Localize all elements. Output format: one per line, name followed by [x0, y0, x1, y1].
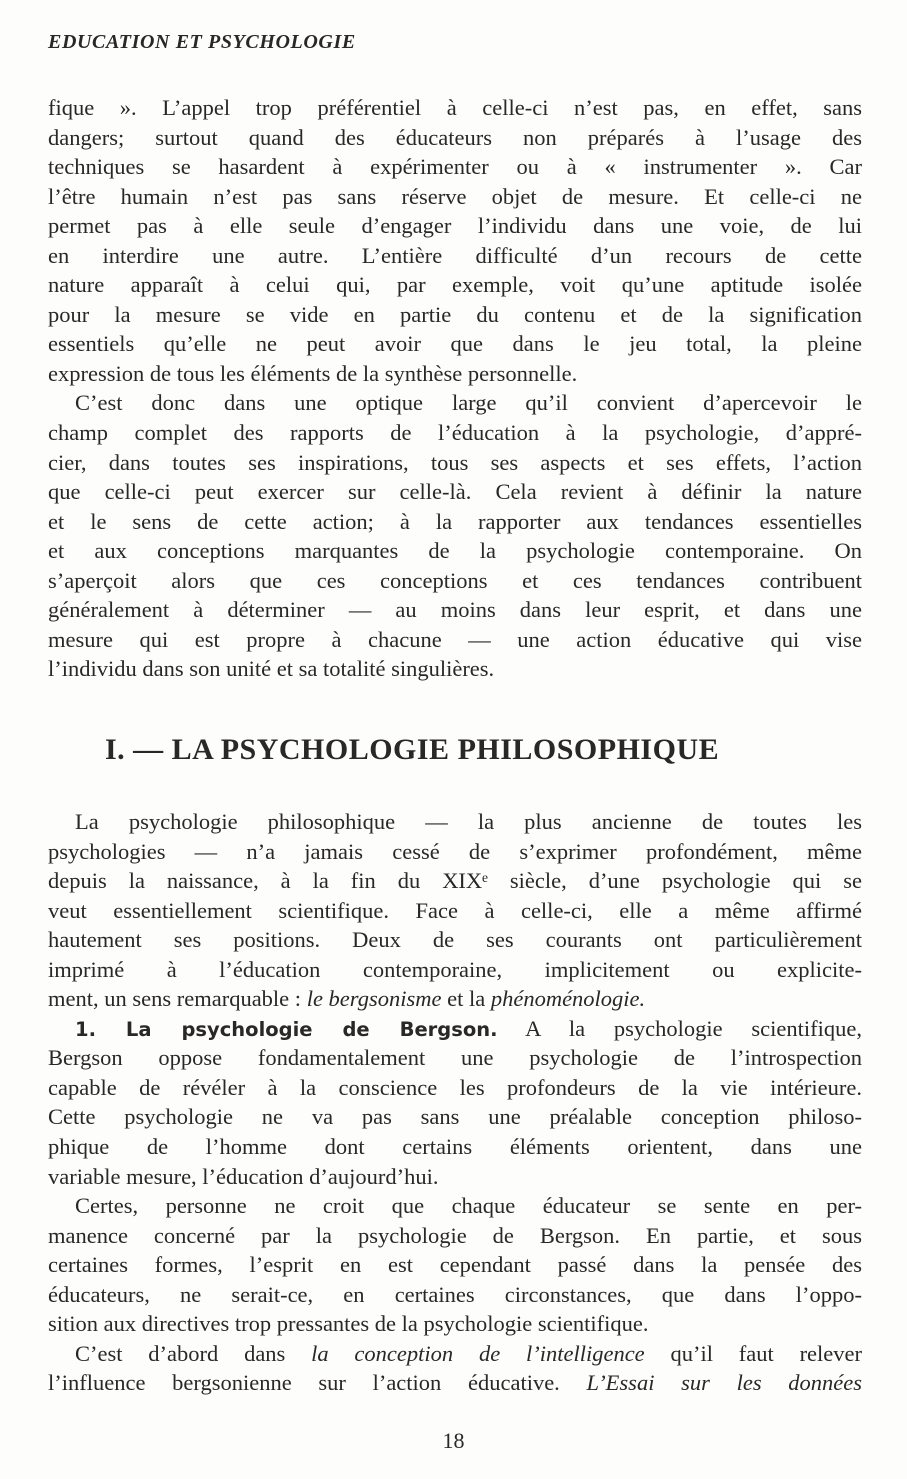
- text-line: [48, 211, 862, 241]
- text-line: [48, 1309, 862, 1339]
- text-line: [48, 984, 862, 1014]
- text-segment: veut essentiellement scientifique. Face à celle-ci, elle a même affirmé: [48, 897, 862, 923]
- text-segment: cier, dans toutes ses inspirations, tous ses aspects et ses effets, l’action: [48, 449, 862, 475]
- text-segment: manence concerné par la psychologie de Bergson. En partie, et sous: [48, 1222, 862, 1248]
- text-line: [48, 418, 862, 448]
- italic-text: le bergsonisme: [306, 986, 442, 1012]
- text-segment: et le sens de cette action; à la rapporter aux tendances essentielles: [48, 508, 862, 534]
- text-segment: dangers; surtout quand des éducateurs non préparés à l’usage des: [48, 124, 862, 150]
- text-line: [48, 1073, 862, 1103]
- text-segment: La psychologie philosophique — la plus ancienne de toutes les: [75, 809, 862, 834]
- text-line: [48, 1132, 862, 1162]
- paragraph: [48, 93, 862, 388]
- text-after-heading: [48, 807, 862, 1398]
- running-head: EDUCATION ET PSYCHOLOGIE: [48, 31, 356, 53]
- text-segment: C’est d’abord dans: [75, 1340, 312, 1366]
- text-segment: techniques se hasardent à expérimenter ou à « instrumenter ». Car: [48, 154, 862, 180]
- text-line: [48, 93, 862, 123]
- text-line: [48, 270, 862, 300]
- text-line: [48, 654, 862, 684]
- text-line: [48, 123, 862, 153]
- text-line: [48, 566, 862, 596]
- text-line: [48, 866, 862, 896]
- text-segment: éducateurs, ne serait-ce, en certaines circonstances, que dans l’oppo-: [48, 1281, 862, 1307]
- text-segment: sition aux directives trop pressantes de la psychologie scientifique.: [48, 1311, 649, 1337]
- text-segment: Cette psychologie ne va pas sans une préalable conception philoso-: [48, 1104, 862, 1130]
- text-segment: qu’il faut relever: [644, 1340, 863, 1366]
- text-line: [48, 300, 862, 330]
- text-segment: imprimé à l’éducation contemporaine, implicitement ou explicite-: [48, 956, 862, 982]
- text-segment: mesure qui est propre à chacune — une action éducative qui vise: [48, 626, 862, 652]
- text-line: [48, 1102, 862, 1132]
- text-line: [48, 625, 862, 655]
- text-line: [48, 1162, 862, 1192]
- text-segment: généralement à déterminer — au moins dans leur esprit, et dans une: [48, 597, 862, 623]
- text-segment: pour la mesure se vide en partie du contenu et de la signification: [48, 301, 862, 327]
- text-line: [48, 955, 862, 985]
- text-line: [48, 896, 862, 926]
- text-segment: phique de l’homme dont certains éléments orientent, dans une: [48, 1134, 862, 1160]
- italic-text: L’Essai sur les données: [586, 1370, 863, 1396]
- text-segment: l’influence bergsonienne sur l’action éducative.: [48, 1370, 587, 1396]
- text-line: [48, 477, 862, 507]
- paragraph: [48, 1191, 862, 1339]
- text-line: [48, 1191, 862, 1221]
- paragraph: [48, 388, 862, 683]
- text-line: [48, 1280, 862, 1310]
- text-segment: depuis la naissance, à la fin du XIXᵉ siècle, d’une psychologie qui se: [48, 868, 862, 894]
- paragraph: [48, 1339, 862, 1398]
- text-segment: A la psychologie scientifique,: [497, 1015, 862, 1041]
- text-line: [48, 388, 862, 418]
- text-line: [48, 507, 862, 537]
- text-line: [48, 329, 862, 359]
- text-line: [48, 837, 862, 867]
- text-line: [48, 595, 862, 625]
- text-segment: en interdire une autre. L’entière difficulté d’un recours de cette: [48, 242, 862, 268]
- text-line: [48, 241, 862, 271]
- text-line: [48, 182, 862, 212]
- section-heading: I. — LA PSYCHOLOGIE PHILOSOPHIQUE: [105, 733, 720, 766]
- subsection-title: 1. La psychologie de Bergson.: [75, 1017, 498, 1041]
- text-segment: essentiels qu’elle ne peut avoir que dans le jeu total, la pleine: [48, 331, 862, 357]
- text-line: [48, 1339, 862, 1369]
- text-segment: nature apparaît à celui qui, par exemple, voit qu’une aptitude isolée: [48, 272, 862, 298]
- text-line: [48, 359, 862, 389]
- text-segment: psychologies — n’a jamais cessé de s’exprimer profondément, même: [48, 838, 862, 864]
- text-segment: l’être humain n’est pas sans réserve objet de mesure. Et celle-ci ne: [48, 183, 862, 209]
- text-segment: ment, un sens remarquable :: [48, 986, 307, 1012]
- text-segment: Certes, personne ne croit que chaque éducateur se sente en per-: [75, 1193, 862, 1219]
- text-line: [48, 807, 862, 837]
- paragraph: [48, 1014, 862, 1191]
- italic-text: la conception de l’intelligence: [311, 1340, 645, 1366]
- text-line: [48, 925, 862, 955]
- text-segment: hautement ses positions. Deux de ses courants ont particulièrement: [48, 927, 862, 953]
- text-segment: capable de révéler à la conscience les profondeurs de la vie intérieure.: [48, 1074, 862, 1100]
- text-segment: champ complet des rapports de l’éducation à la psychologie, d’appré-: [48, 420, 862, 446]
- paragraph: [48, 807, 862, 1014]
- text-line: [48, 1043, 862, 1073]
- text-segment: et aux conceptions marquantes de la psychologie contemporaine. On: [48, 538, 862, 564]
- text-segment: que celle-ci peut exercer sur celle-là. Cela revient à définir la nature: [48, 479, 862, 505]
- text-segment: expression de tous les éléments de la synthèse personnelle.: [48, 360, 578, 386]
- italic-text: phénoménologie.: [490, 986, 646, 1012]
- text-line: [48, 1221, 862, 1251]
- text-segment: et la: [441, 986, 491, 1012]
- text-segment: C’est donc dans une optique large qu’il convient d’apercevoir le: [75, 390, 862, 416]
- text-segment: l’individu dans son unité et sa totalité singulières.: [48, 656, 495, 682]
- text-segment: Bergson oppose fondamentalement une psychologie de l’introspection: [48, 1045, 862, 1071]
- text-line: [48, 152, 862, 182]
- text-segment: certaines formes, l’esprit en est cependant passé dans la pensée des: [48, 1252, 862, 1278]
- text-line: [48, 536, 862, 566]
- text-segment: fique ». L’appel trop préférentiel à celle-ci n’est pas, en effet, sans: [48, 95, 862, 120]
- text-line: [48, 448, 862, 478]
- text-segment: permet pas à elle seule d’engager l’individu dans une voie, de lui: [48, 213, 862, 239]
- page-number: 18: [442, 1428, 465, 1453]
- text-segment: variable mesure, l’éducation d’aujourd’hui.: [48, 1163, 439, 1189]
- text-before-heading: [48, 93, 862, 684]
- text-line: [48, 1250, 862, 1280]
- text-line: [48, 1368, 862, 1398]
- text-line: [48, 1014, 862, 1044]
- text-segment: s’aperçoit alors que ces conceptions et ces tendances contribuent: [48, 567, 862, 593]
